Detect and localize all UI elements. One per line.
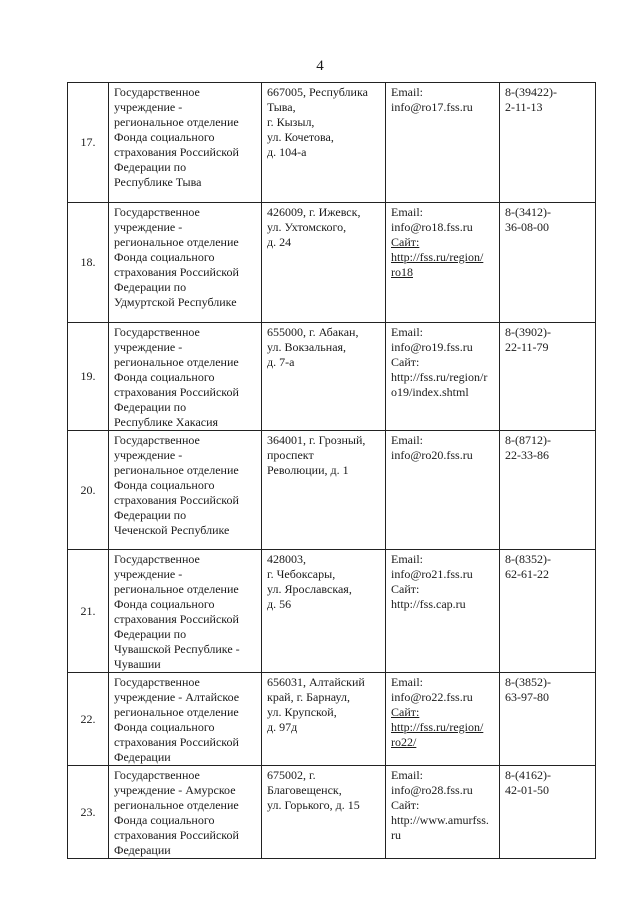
office-phone: 8-(4162)- 42-01-50 <box>500 766 596 859</box>
office-name: Государственное учреждение - региональное отделение Фонда социального страхования Российской Федерации по Чеченской Республике <box>109 431 262 550</box>
email[interactable]: Email: info@ro22.fss.ru <box>391 675 473 704</box>
site-label: Сайт: <box>391 355 420 369</box>
office-name: Государственное учреждение - Амурское региональное отделение Фонда социального страхования Российской Федерации <box>109 766 262 859</box>
contact-cell <box>386 203 500 323</box>
email[interactable]: Email: info@ro18.fss.ru <box>391 205 473 234</box>
office-name: Государственное учреждение - региональное отделение Фонда социального страхования Российской Федерации по Республике Хакасия <box>109 323 262 431</box>
row-number: 17. <box>68 83 109 203</box>
email[interactable]: Email: info@ro19.fss.ru <box>391 325 473 354</box>
office-address: 667005, Республика Тыва, г. Кызыл, ул. Кочетова, д. 104-а <box>262 83 386 203</box>
office-address: 428003, г. Чебоксары, ул. Ярославская, д. 56 <box>262 550 386 673</box>
site-label: Сайт: <box>391 235 420 249</box>
contact-cell <box>386 550 500 673</box>
office-name: Государственное учреждение - региональное отделение Фонда социального страхования Российской Федерации по Республике Тыва <box>109 83 262 203</box>
office-address: 656031, Алтайский край, г. Барнаул, ул. Крупской, д. 97д <box>262 673 386 766</box>
row-number: 19. <box>68 323 109 431</box>
office-address: 675002, г. Благовещенск, ул. Горького, д. 15 <box>262 766 386 859</box>
table-row <box>68 83 596 203</box>
email[interactable]: Email: info@ro20.fss.ru <box>391 433 473 462</box>
office-name: Государственное учреждение - региональное отделение Фонда социального страхования Российской Федерации по Удмуртской Республике <box>109 203 262 323</box>
office-phone: 8-(8712)- 22-33-86 <box>500 431 596 550</box>
email[interactable]: Email: info@ro28.fss.ru <box>391 768 473 797</box>
row-number: 21. <box>68 550 109 673</box>
page-number: 4 <box>316 58 324 74</box>
table-row <box>68 766 596 859</box>
site-link[interactable]: http://fss.ru/region/r o19/index.shtml <box>391 370 488 399</box>
contact-cell <box>386 323 500 431</box>
table-row <box>68 323 596 431</box>
office-phone: 8-(39422)- 2-11-13 <box>500 83 596 203</box>
row-number: 18. <box>68 203 109 323</box>
email[interactable]: Email: info@ro17.fss.ru <box>391 85 473 114</box>
office-address: 655000, г. Абакан, ул. Вокзальная, д. 7-а <box>262 323 386 431</box>
office-name: Государственное учреждение - региональное отделение Фонда социального страхования Российской Федерации по Чувашской Республике - Чувашии <box>109 550 262 673</box>
table-row <box>68 673 596 766</box>
site-link[interactable]: http://fss.cap.ru <box>391 597 466 611</box>
site-label: Сайт: <box>391 798 420 812</box>
row-number: 23. <box>68 766 109 859</box>
row-number: 20. <box>68 431 109 550</box>
office-phone: 8-(3852)- 63-97-80 <box>500 673 596 766</box>
table-row <box>68 550 596 673</box>
office-address: 426009, г. Ижевск, ул. Ухтомского, д. 24 <box>262 203 386 323</box>
office-address: 364001, г. Грозный, проспект Революции, д. 1 <box>262 431 386 550</box>
table-row <box>68 431 596 550</box>
site-label: Сайт: <box>391 582 420 596</box>
fss-offices-table <box>67 82 596 859</box>
office-phone: 8-(8352)- 62-61-22 <box>500 550 596 673</box>
contact-cell <box>386 83 500 203</box>
contact-cell <box>386 673 500 766</box>
contact-cell <box>386 431 500 550</box>
office-name: Государственное учреждение - Алтайское региональное отделение Фонда социального страхования Российской Федерации <box>109 673 262 766</box>
site-link[interactable]: http://fss.ru/region/ ro22/ <box>391 720 484 749</box>
contact-cell <box>386 766 500 859</box>
row-number: 22. <box>68 673 109 766</box>
email[interactable]: Email: info@ro21.fss.ru <box>391 552 473 581</box>
office-phone: 8-(3902)- 22-11-79 <box>500 323 596 431</box>
site-link[interactable]: http://www.amurfss. ru <box>391 813 489 842</box>
table-row <box>68 203 596 323</box>
site-link[interactable]: http://fss.ru/region/ ro18 <box>391 250 484 279</box>
office-phone: 8-(3412)- 36-08-00 <box>500 203 596 323</box>
site-label: Сайт: <box>391 705 420 719</box>
